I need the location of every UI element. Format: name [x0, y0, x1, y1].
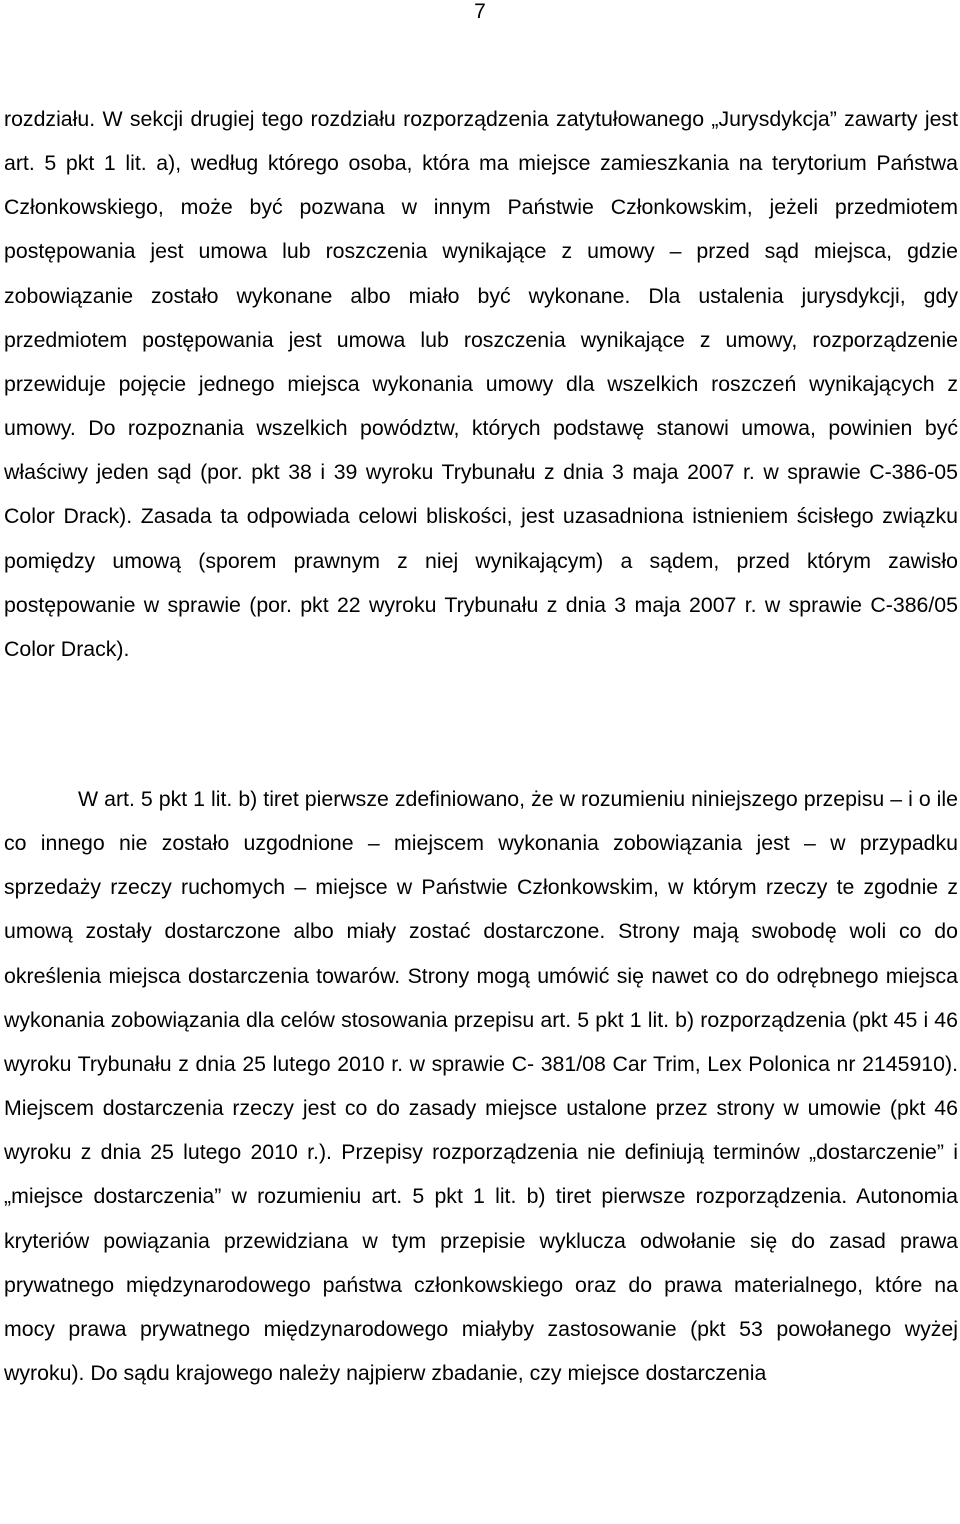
paragraph-place-of-delivery [4, 777, 958, 1395]
paragraph-text: rozdziału. W sekcji drugiej tego rozdziału rozporządzenia zatytułowanego „Jurysdykcja” zawarty jest art. 5 pkt 1 lit. a), według którego osoba, która ma miejsce zamieszkania na terytorium Państwa Członkowskiego, może być pozwana w innym Państwie Członkowskim, jeżeli przedmiotem postępowania jest umowa lub roszczenia wynikające z umowy – przed sąd miejsca, gdzie zobowiązanie zostało wykonane albo miało być wykonane. Dla ustalenia jurysdykcji, gdy przedmiotem postępowania jest umowa lub roszczenia wynikające z umowy, rozporządzenie przewiduje pojęcie jednego miejsca wykonania umowy dla wszelkich roszczeń wynikających z umowy. Do rozpoznania wszelkich powództw, których podstawę stanowi umowa, powinien być właściwy jeden sąd (por. pkt 38 i 39 wyroku Trybunału z dnia 3 maja 2007 r. w sprawie C-386-05 Color Drack). Zasada ta odpowiada celowi bliskości, jest uzasadniona istnieniem ścisłego związku pomiędzy umową (sporem prawnym z niej wynikającym) a sądem, przed którym zawisło postępowanie w sprawie (por. pkt 22 wyroku Trybunału z dnia 3 maja 2007 r. w sprawie C-386/05 Color Drack). [4, 107, 958, 661]
paragraph-jurisdiction [4, 97, 958, 671]
paragraph-text: W art. 5 pkt 1 lit. b) tiret pierwsze zdefiniowano, że w rozumieniu niniejszego przepisu – i o ile co innego nie zostało uzgodnione – miejscem wykonania zobowiązania jest – w przypadku sprzedaży rzeczy ruchomych – miejsce w Państwie Członkowskim, w którym rzeczy te zgodnie z umową zostały dostarczone albo miały zostać dostarczone. Strony mają swobodę woli co do określenia miejsca dostarczenia towarów. Strony mogą umówić się nawet co do odrębnego miejsca wykonania zobowiązania dla celów stosowania przepisu art. 5 pkt 1 lit. b) rozporządzenia (pkt 45 i 46 wyroku Trybunału z dnia 25 lutego 2010 r. w sprawie C- 381/08 Car Trim, Lex Polonica nr 2145910). Miejscem dostarczenia rzeczy jest co do zasady miejsce ustalone przez strony w umowie (pkt 46 wyroku z dnia 25 lutego 2010 r.). Przepisy rozporządzenia nie definiują terminów „dostarczenie” i „miejsce dostarczenia” w rozumieniu art. 5 pkt 1 lit. b) tiret pierwsze rozporządzenia. Autonomia kryteriów powiązania przewidziana w tym przepisie wyklucza odwołanie się do zasad prawa prywatnego międzynarodowego państwa członkowskiego oraz do prawa materialnego, które na mocy prawa prywatnego międzynarodowego miałyby zastosowanie (pkt 53 powołanego wyżej wyroku). Do sądu krajowego należy najpierw zbadanie, czy miejsce dostarczenia [4, 787, 958, 1386]
page-number: 7 [474, 0, 486, 23]
